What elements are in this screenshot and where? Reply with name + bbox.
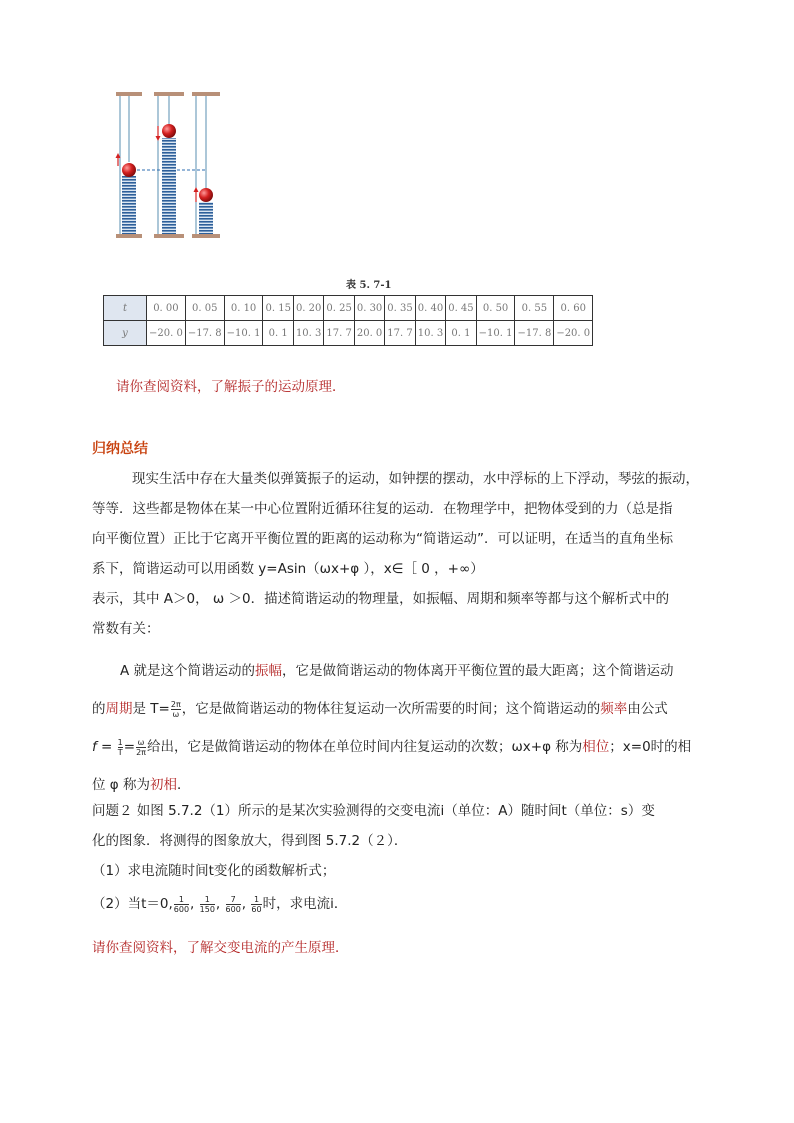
- table-cell: 0. 50: [476, 296, 515, 321]
- symbol-f: f: [92, 739, 97, 755]
- term-initial-phase: 初相: [150, 777, 177, 793]
- text-span: =: [96, 739, 117, 755]
- table-row-t: [104, 296, 593, 321]
- question-2: （2）当t＝0, $\frac{1}{600}$ , $\frac{1}{150}$ , $\frac{7}{600}$ , $\frac{1}{60}$ 时，求电流i．: [92, 894, 348, 914]
- table-row-y: [104, 321, 593, 346]
- term-period: 周期: [105, 701, 133, 717]
- term-frequency: 频率: [600, 701, 628, 717]
- table-cell: 0. 20: [293, 296, 323, 321]
- table-cell: −17. 8: [515, 321, 554, 346]
- text-span: =: [123, 739, 136, 755]
- table-cell: 0. 35: [385, 296, 415, 321]
- data-table: [103, 295, 593, 346]
- ball-1: [122, 163, 136, 177]
- table-cell: 0. 55: [515, 296, 554, 321]
- table-cell: 0. 05: [185, 296, 224, 321]
- frequency-fraction-1: $\frac{1}{T}$: [117, 737, 123, 757]
- period-fraction: $\frac{2\pi}{\omega}$: [170, 699, 181, 719]
- table-cell: 0. 45: [446, 296, 476, 321]
- table-cell: 17. 7: [324, 321, 354, 346]
- table-cell: −10. 1: [224, 321, 263, 346]
- spring-2: [162, 138, 176, 234]
- text-span: 位 φ 称为: [92, 777, 150, 793]
- text-line: 化的图象．将测得的图象放大，得到图 5.7.2（２）．: [92, 833, 408, 849]
- text-span: 的: [92, 701, 106, 717]
- row-header-t: t: [104, 296, 147, 321]
- table-cell: 0. 00: [147, 296, 186, 321]
- text-line: 向平衡位置）正比于它离开平衡位置的距离的运动称为“简谐运动”．可以证明，在适当的直角坐标: [92, 531, 673, 547]
- top-bar-3: [192, 92, 220, 96]
- table-cell: 10. 3: [293, 321, 323, 346]
- text-span: 是 T=: [132, 701, 170, 717]
- section-heading: 归纳总结: [92, 441, 148, 457]
- spring-3: [199, 202, 213, 234]
- text-line: [92, 728, 712, 766]
- row-header-y: y: [104, 321, 147, 346]
- ball-2: [162, 124, 176, 138]
- summary-paragraph: [92, 464, 712, 644]
- table-cell: 0. 1: [263, 321, 293, 346]
- question-1: （1）求电流随时间t变化的函数解析式；: [92, 863, 336, 879]
- text-span: 由公式: [627, 701, 668, 717]
- research-prompt-current: 请你查阅资料，了解交变电流的产生原理．: [92, 940, 349, 956]
- table-cell: 0. 30: [354, 296, 384, 321]
- text-span: ；x=0时的相: [609, 739, 692, 755]
- time-fraction: $\frac{7}{600}$: [225, 894, 241, 914]
- term-amplitude: 振幅: [255, 663, 283, 679]
- table-cell: 0. 25: [324, 296, 354, 321]
- table-caption: 表 5. 7-1: [346, 280, 392, 291]
- spring-1: [122, 176, 136, 234]
- text-span: 给出，它是做简谐运动的物体在单位时间内往复运动的次数；ωx+φ 称为: [146, 739, 583, 755]
- top-bar-2: [154, 92, 184, 96]
- time-fraction: $\frac{1}{150}$: [199, 894, 215, 914]
- table-cell: 0. 10: [224, 296, 263, 321]
- table-cell: 0. 15: [263, 296, 293, 321]
- table-cell: 0. 60: [554, 296, 593, 321]
- text-span: ．: [177, 777, 191, 793]
- text-span: A 就是这个简谐运动的: [120, 663, 256, 679]
- table-cell: −17. 8: [185, 321, 224, 346]
- table-cell: 20. 0: [354, 321, 384, 346]
- definitions-paragraph: [92, 652, 712, 804]
- table-cell: 0. 40: [415, 296, 445, 321]
- text-line: 现实生活中存在大量类似弹簧振子的运动，如钟摆的摆动，水中浮标的上下浮动，琴弦的振动，: [132, 471, 699, 487]
- text-span: （2）当t＝0,: [92, 896, 173, 912]
- time-fraction: $\frac{1}{60}$: [251, 894, 262, 914]
- problem-2: [92, 796, 712, 922]
- arrow-up-icon: [194, 187, 199, 192]
- table-cell: 0. 1: [446, 321, 476, 346]
- bottom-bar-2: [154, 234, 184, 238]
- frequency-fraction-2: $\frac{\omega}{2\pi}$: [136, 737, 146, 757]
- text-line: 等等．这些都是物体在某一中心位置附近循环往复的运动．在物理学中，把物体受到的力（总是指: [92, 501, 673, 517]
- text-line: 问题２ 如图 5.7.2（1）所示的是某次实验测得的交变电流i（单位：A）随时间t（单位：s）变: [92, 803, 655, 819]
- table-cell: 17. 7: [385, 321, 415, 346]
- term-phase: 相位: [582, 739, 610, 755]
- arrow-down-icon: [156, 136, 161, 141]
- bottom-bar-1: [116, 234, 142, 238]
- text-line: 系下，简谐运动可以用函数 y=Asin（ωx+φ ），x∈［ 0 ，+∞）: [92, 561, 484, 577]
- text-line: [92, 690, 712, 728]
- text-line: 表示，其中 A＞0， ω ＞0．描述简谐运动的物理量，如振幅、周期和频率等都与这个解析式中的: [92, 591, 670, 607]
- top-bar-1: [116, 92, 142, 96]
- bottom-bar-3: [192, 234, 220, 238]
- text-line: 常数有关：: [92, 621, 160, 637]
- table-cell: 10. 3: [415, 321, 445, 346]
- text-span: ，它是做简谐运动的物体离开平衡位置的最大距离；这个简谐运动: [282, 663, 674, 679]
- text-line: [92, 652, 712, 690]
- ball-3: [199, 188, 213, 202]
- table-cell: −10. 1: [476, 321, 515, 346]
- research-prompt-oscillator: 请你查阅资料，了解振子的运动原理．: [116, 379, 346, 395]
- table-cell: −20. 0: [554, 321, 593, 346]
- text-span: 时，求电流i．: [262, 896, 348, 912]
- table-cell: −20. 0: [147, 321, 186, 346]
- spring-oscillator-figure: [110, 86, 225, 242]
- time-fraction: $\frac{1}{600}$: [173, 894, 190, 914]
- text-span: ，它是做简谐运动的物体往复运动一次所需要的时间；这个简谐运动的: [181, 701, 601, 717]
